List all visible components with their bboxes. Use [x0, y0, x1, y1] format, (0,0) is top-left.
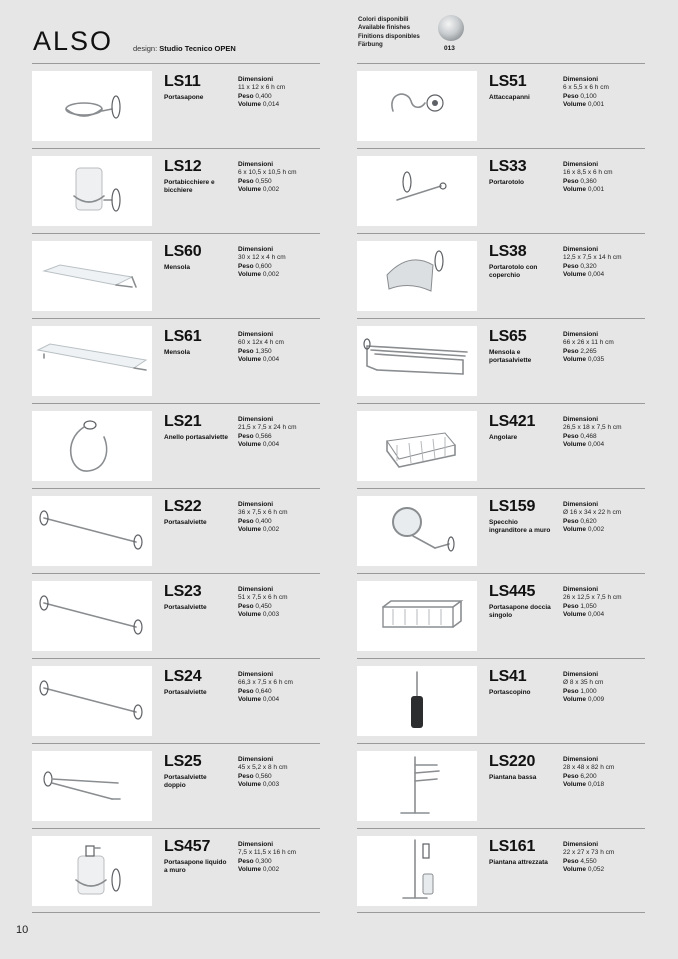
product-image: [357, 751, 477, 821]
product-image: [357, 581, 477, 651]
volume-value: 0,009: [587, 695, 605, 703]
product-row-ls21: [32, 403, 320, 488]
dimensions-label: Dimensioni: [238, 586, 274, 593]
product-image: [357, 666, 477, 736]
dimensions-value: 28 x 48 x 82 h cm: [563, 764, 615, 772]
product-specs: [238, 501, 288, 534]
product-specs: [238, 246, 286, 279]
designer-name: Studio Tecnico OPEN: [159, 44, 236, 53]
product-name: Attaccapanni: [489, 94, 530, 101]
product-image: [357, 326, 477, 396]
weight-value: 0,600: [255, 262, 272, 270]
product-name: Anello portasalviette: [164, 434, 228, 441]
volume-value: 0,035: [587, 355, 605, 363]
product-code: LS220: [489, 753, 536, 770]
product-code: LS12: [164, 158, 202, 175]
product-row-ls159: [357, 488, 645, 573]
product-code: LS159: [489, 498, 536, 515]
collection-title: ALSO: [33, 26, 114, 56]
dimensions-label: Dimensioni: [563, 161, 599, 168]
product-code: LS33: [489, 158, 527, 175]
weight-label: Peso: [563, 177, 579, 185]
volume-label: Volume: [563, 185, 586, 193]
product-code: LS61: [164, 328, 202, 345]
volume-label: Volume: [238, 270, 261, 278]
glass-shelf-icon: [32, 241, 152, 311]
weight-label: Peso: [238, 177, 254, 185]
volume-label: Volume: [238, 865, 261, 873]
volume-label: Volume: [238, 695, 261, 703]
weight-label: Peso: [238, 772, 254, 780]
product-code: LS421: [489, 413, 536, 430]
weight-value: 0,620: [580, 517, 597, 525]
product-name: Portascopino: [489, 689, 531, 696]
product-code: LS38: [489, 243, 527, 260]
weight-value: 0,450: [255, 602, 272, 610]
product-row-ls33: [357, 148, 645, 233]
dimensions-value: 26 x 12,5 x 7,5 h cm: [563, 594, 622, 602]
product-specs: [238, 331, 284, 364]
weight-value: 2,265: [580, 347, 597, 355]
volume-value: 0,001: [587, 100, 605, 108]
dimensions-label: Dimensioni: [238, 756, 274, 763]
product-code: LS60: [164, 243, 202, 260]
weight-value: 0,566: [255, 432, 272, 440]
towel-bar-icon: [32, 666, 152, 736]
product-row-ls51: [357, 63, 645, 148]
volume-label: Volume: [238, 780, 261, 788]
dimensions-label: Dimensioni: [563, 501, 599, 508]
dimensions-value: 16 x 8,5 x 6 h cm: [563, 169, 613, 177]
finish-code: 013: [444, 45, 455, 52]
finishes-label: [358, 16, 420, 49]
volume-label: Volume: [563, 525, 586, 533]
product-image: [32, 496, 152, 566]
weight-value: 1,000: [580, 687, 597, 695]
product-image: [32, 836, 152, 906]
dimensions-label: Dimensioni: [238, 671, 274, 678]
product-row-ls60: [32, 233, 320, 318]
volume-value: 0,018: [587, 780, 605, 788]
product-name: Portarotolo: [489, 179, 525, 186]
product-specs: [238, 586, 288, 619]
towel-ring-icon: [32, 411, 152, 481]
dimensions-label: Dimensioni: [238, 416, 274, 423]
volume-label: Volume: [563, 440, 586, 448]
weight-value: 0,400: [255, 517, 272, 525]
product-row-ls23: [32, 573, 320, 658]
dimensions-value: 60 x 12x 4 h cm: [238, 339, 284, 347]
dimensions-label: Dimensioni: [563, 76, 599, 83]
finishes-label-it: Colori disponibili: [358, 16, 409, 23]
dimensions-value: Ø 16 x 34 x 22 h cm: [563, 509, 622, 517]
product-image: [32, 751, 152, 821]
volume-label: Volume: [238, 525, 261, 533]
volume-value: 0,004: [587, 270, 605, 278]
dimensions-value: 45 x 5,2 x 8 h cm: [238, 764, 288, 772]
floor-towel-stand-icon: [357, 751, 477, 821]
finishes-label-de: Färbung: [358, 40, 383, 48]
product-column-right: [357, 63, 645, 913]
volume-value: 0,052: [587, 865, 605, 873]
product-specs: [563, 416, 622, 449]
volume-value: 0,003: [262, 610, 280, 618]
weight-label: Peso: [238, 262, 254, 270]
volume-label: Volume: [238, 440, 261, 448]
product-image: [357, 411, 477, 481]
dimensions-label: Dimensioni: [238, 161, 274, 168]
weight-value: 0,300: [255, 857, 272, 865]
corner-basket-icon: [357, 411, 477, 481]
product-image: [32, 241, 152, 311]
page-header: [0, 0, 678, 62]
dimensions-value: 21,5 x 7,5 x 24 h cm: [238, 424, 297, 432]
product-specs: [238, 76, 285, 109]
towel-bar-icon: [32, 496, 152, 566]
product-row-ls161: [357, 828, 645, 913]
volume-value: 0,002: [262, 270, 280, 278]
product-code: LS65: [489, 328, 527, 345]
product-image: [32, 71, 152, 141]
towel-bar-icon: [32, 581, 152, 651]
volume-label: Volume: [563, 780, 586, 788]
robe-hook-icon: [357, 71, 477, 141]
paper-holder-icon: [357, 156, 477, 226]
dimensions-label: Dimensioni: [238, 841, 274, 848]
product-specs: [563, 671, 604, 704]
weight-value: 4,550: [580, 857, 597, 865]
page-number: 10: [16, 924, 29, 936]
tumbler-holder-icon: [32, 156, 152, 226]
weight-label: Peso: [563, 347, 579, 355]
dimensions-value: 66,3 x 7,5 x 6 h cm: [238, 679, 293, 687]
product-specs: [563, 161, 613, 194]
weight-label: Peso: [563, 517, 579, 525]
weight-label: Peso: [563, 262, 579, 270]
dimensions-label: Dimensioni: [238, 331, 274, 338]
dimensions-value: 30 x 12 x 4 h cm: [238, 254, 286, 262]
product-row-ls22: [32, 488, 320, 573]
product-row-ls457: [32, 828, 320, 913]
product-specs: [563, 501, 621, 534]
volume-value: 0,004: [262, 695, 280, 703]
product-code: LS23: [164, 583, 202, 600]
product-name: Portasapone: [164, 94, 204, 101]
product-specs: [238, 841, 296, 874]
product-row-ls38: [357, 233, 645, 318]
product-specs: [563, 246, 622, 279]
product-image: [32, 156, 152, 226]
product-image: [32, 326, 152, 396]
weight-label: Peso: [563, 432, 579, 440]
product-code: LS11: [164, 73, 201, 90]
dimensions-label: Dimensioni: [238, 76, 274, 83]
product-name: Mensola: [164, 264, 191, 271]
dimensions-value: 51 x 7,5 x 6 h cm: [238, 594, 288, 602]
design-prefix: design:: [133, 44, 158, 53]
product-row-ls11: [32, 63, 320, 148]
product-code: LS41: [489, 668, 527, 685]
dimensions-label: Dimensioni: [238, 246, 274, 253]
weight-label: Peso: [238, 432, 254, 440]
designer-credit: [133, 44, 236, 53]
dimensions-label: Dimensioni: [238, 501, 274, 508]
dimensions-label: Dimensioni: [563, 331, 599, 338]
product-row-ls25: [32, 743, 320, 828]
double-towel-bar-icon: [32, 751, 152, 821]
product-row-ls220: [357, 743, 645, 828]
product-row-ls61: [32, 318, 320, 403]
volume-label: Volume: [238, 185, 261, 193]
weight-label: Peso: [238, 517, 254, 525]
weight-label: Peso: [563, 92, 579, 100]
product-row-ls41: [357, 658, 645, 743]
product-specs: [238, 756, 288, 789]
product-code: LS457: [164, 838, 211, 855]
product-image: [357, 156, 477, 226]
weight-label: Peso: [238, 347, 254, 355]
dimensions-value: 36 x 7,5 x 6 h cm: [238, 509, 288, 517]
weight-value: 0,320: [580, 262, 597, 270]
product-name: Portarotolo con coperchio: [489, 264, 538, 280]
product-row-ls65: [357, 318, 645, 403]
volume-value: 0,004: [262, 440, 280, 448]
product-specs: [563, 586, 622, 619]
finishes-label-fr: Finitions disponibles: [358, 32, 420, 40]
weight-label: Peso: [563, 602, 579, 610]
dimensions-value: 26,5 x 18 x 7,5 h cm: [563, 424, 622, 432]
weight-value: 0,100: [580, 92, 597, 100]
volume-label: Volume: [563, 355, 586, 363]
weight-label: Peso: [238, 92, 254, 100]
weight-value: 1,050: [580, 602, 597, 610]
volume-value: 0,004: [262, 355, 280, 363]
weight-value: 6,200: [580, 772, 597, 780]
product-column-left: [32, 63, 320, 913]
product-name: Portasalviette doppio: [164, 774, 207, 790]
volume-label: Volume: [238, 610, 261, 618]
toilet-brush-icon: [357, 666, 477, 736]
soap-dish-icon: [32, 71, 152, 141]
weight-label: Peso: [238, 602, 254, 610]
volume-value: 0,004: [587, 440, 605, 448]
product-code: LS445: [489, 583, 536, 600]
product-name: Angolare: [489, 434, 518, 441]
soap-dispenser-icon: [32, 836, 152, 906]
finishes-label-en: Available finishes: [358, 24, 411, 32]
volume-label: Volume: [563, 865, 586, 873]
volume-value: 0,002: [587, 525, 605, 533]
product-name: Portasalviette: [164, 519, 207, 526]
product-specs: [238, 161, 297, 194]
product-code: LS24: [164, 668, 202, 685]
dimensions-label: Dimensioni: [563, 246, 599, 253]
volume-label: Volume: [563, 695, 586, 703]
weight-value: 0,640: [255, 687, 272, 695]
product-row-ls421: [357, 403, 645, 488]
product-image: [32, 581, 152, 651]
dimensions-value: 6 x 5,5 x 6 h cm: [563, 84, 609, 92]
product-code: LS25: [164, 753, 202, 770]
product-image: [357, 71, 477, 141]
product-row-ls12: [32, 148, 320, 233]
weight-value: 0,468: [580, 432, 597, 440]
volume-value: 0,002: [262, 525, 280, 533]
product-image: [357, 836, 477, 906]
volume-value: 0,002: [262, 185, 280, 193]
chrome-finish-swatch: [438, 15, 464, 41]
product-name: Portabicchiere e bicchiere: [164, 179, 215, 195]
volume-value: 0,002: [262, 865, 280, 873]
weight-label: Peso: [238, 687, 254, 695]
towel-rack-shelf-icon: [357, 326, 477, 396]
product-specs: [238, 671, 293, 704]
product-code: LS22: [164, 498, 202, 515]
dimensions-label: Dimensioni: [563, 756, 599, 763]
product-specs: [238, 416, 297, 449]
product-row-ls445: [357, 573, 645, 658]
long-glass-shelf-icon: [32, 326, 152, 396]
volume-value: 0,001: [587, 185, 605, 193]
product-name: Portasalviette: [164, 604, 207, 611]
volume-label: Volume: [238, 355, 261, 363]
product-specs: [563, 756, 614, 789]
product-name: Portasapone doccia singolo: [489, 604, 551, 620]
dimensions-value: 12,5 x 7,5 x 14 h cm: [563, 254, 622, 262]
product-image: [357, 241, 477, 311]
product-name: Portasapone liquido a muro: [164, 859, 227, 875]
product-image: [32, 411, 152, 481]
magnifying-mirror-icon: [357, 496, 477, 566]
product-name: Specchio ingranditore a muro: [489, 519, 551, 535]
volume-label: Volume: [238, 100, 261, 108]
covered-paper-holder-icon: [357, 241, 477, 311]
volume-label: Volume: [563, 610, 586, 618]
product-code: LS161: [489, 838, 536, 855]
weight-value: 0,360: [580, 177, 597, 185]
volume-value: 0,014: [262, 100, 280, 108]
shower-basket-icon: [357, 581, 477, 651]
dimensions-label: Dimensioni: [563, 416, 599, 423]
equipped-stand-icon: [357, 836, 477, 906]
dimensions-label: Dimensioni: [563, 841, 599, 848]
product-image: [357, 496, 477, 566]
weight-label: Peso: [563, 857, 579, 865]
product-row-ls24: [32, 658, 320, 743]
product-specs: [563, 76, 609, 109]
weight-label: Peso: [238, 857, 254, 865]
weight-label: Peso: [563, 772, 579, 780]
product-name: Portasalviette: [164, 689, 207, 696]
product-name: Mensola e portasalviette: [489, 349, 532, 365]
product-code: LS51: [489, 73, 527, 90]
product-name: Mensola: [164, 349, 191, 356]
dimensions-value: 11 x 12 x 6 h cm: [238, 84, 286, 92]
weight-label: Peso: [563, 687, 579, 695]
volume-value: 0,003: [262, 780, 280, 788]
volume-label: Volume: [563, 100, 586, 108]
dimensions-value: Ø 8 x 35 h cm: [563, 679, 604, 687]
dimensions-label: Dimensioni: [563, 671, 599, 678]
product-name: Piantana bassa: [489, 774, 537, 781]
weight-value: 0,400: [255, 92, 272, 100]
weight-value: 1,350: [255, 347, 272, 355]
dimensions-value: 7,5 x 11,5 x 16 h cm: [238, 849, 297, 857]
product-name: Piantana attrezzata: [489, 859, 548, 866]
volume-label: Volume: [563, 270, 586, 278]
product-image: [32, 666, 152, 736]
dimensions-label: Dimensioni: [563, 586, 599, 593]
product-code: LS21: [164, 413, 202, 430]
weight-value: 0,560: [255, 772, 272, 780]
dimensions-value: 66 x 26 x 11 h cm: [563, 339, 614, 347]
product-specs: [563, 331, 614, 364]
product-specs: [563, 841, 614, 874]
weight-value: 0,550: [255, 177, 272, 185]
dimensions-value: 22 x 27 x 73 h cm: [563, 849, 615, 857]
volume-value: 0,004: [587, 610, 605, 618]
dimensions-value: 6 x 10,5 x 10,5 h cm: [238, 169, 297, 177]
